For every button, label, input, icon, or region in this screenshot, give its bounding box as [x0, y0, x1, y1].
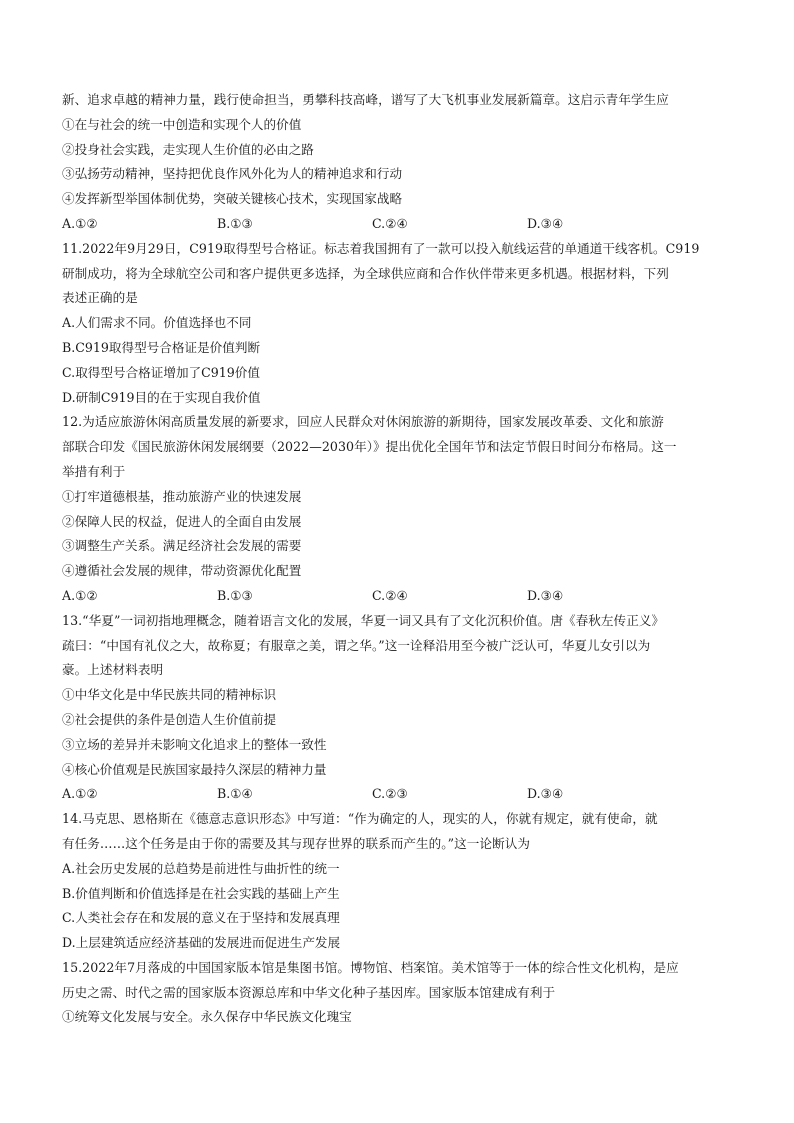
statement-2: ②投身社会实践，走实现人生价值的必由之路 [62, 141, 314, 157]
option-c: C.②④ [372, 215, 408, 231]
answer-options [62, 782, 742, 807]
question-stem-line: 部联合印发《国民旅游休闲发展纲要（2022—2030年）》提出优化全国年节和法定节假日时间分布格局。这一 [62, 439, 677, 455]
choice-c: C.人类社会存在和发展的意义在于坚持和发展真理 [62, 910, 340, 926]
option-c: C.②③ [372, 786, 408, 802]
answer-options [62, 584, 742, 609]
choice-a: A.社会历史发展的总趋势是前进性与曲折性的统一 [62, 860, 340, 876]
question-stem-line: 历史之需、时代之需的国家版本资源总库和中华文化种子基因库。国家版本馆建成有利于 [62, 984, 556, 1000]
choice-c: C.取得型号合格证增加了C919价值 [62, 364, 260, 380]
statement-4: ④发挥新型举国体制优势，突破关键核心技术，实现国家战略 [62, 191, 403, 207]
option-b: B.①③ [217, 215, 253, 231]
question-stem-line: 14.马克思、恩格斯在《德意志意识形态》中写道：“作为确定的人，现实的人，你就有规定，就有使命，就 [62, 811, 658, 827]
option-b: B.①④ [217, 786, 253, 802]
question-stem-line: 豪。上述材料表明 [62, 662, 164, 678]
choice-b: B.价值判断和价值选择是在社会实践的基础上产生 [62, 885, 340, 901]
question-13 [62, 609, 742, 807]
option-a: A.①② [62, 215, 98, 231]
statement-3: ③立场的差异并未影响文化追求上的整体一致性 [62, 736, 327, 752]
question-10-continuation [62, 88, 742, 237]
statement-4: ④核心价值观是民族国家最持久深层的精神力量 [62, 761, 327, 777]
option-d: D.③④ [527, 786, 564, 802]
question-stem-line: 新、追求卓越的精神力量，践行使命担当，勇攀科技高峰，谱写了大飞机事业发展新篇章。这启示青年学生应 [62, 92, 669, 107]
question-12 [62, 410, 742, 608]
statement-1: ①打牢道德根基，推动旅游产业的快速发展 [62, 488, 302, 504]
question-stem-line: 13.“华夏”一词初指地理概念，随着语言文化的发展，华夏一词又具有了文化沉积价值。唐《春秋左传正义》 [62, 612, 665, 628]
question-stem-line: 举措有利于 [62, 463, 126, 479]
choice-d: D.上层建筑适应经济基础的发展进而促进生产发展 [62, 935, 341, 951]
choice-b: B.C919取得型号合格证是价值判断 [62, 339, 261, 355]
statement-3: ③弘扬劳动精神，坚持把优良作风外化为人的精神追求和行动 [62, 166, 403, 182]
question-11 [62, 237, 742, 411]
exam-page [62, 88, 742, 1030]
option-b: B.①③ [217, 587, 253, 603]
option-a: A.①② [62, 786, 98, 802]
choice-a: A.人们需求不同。价值选择也不同 [62, 315, 252, 331]
statement-4: ④遵循社会发展的规律，带动资源优化配置 [62, 563, 302, 579]
question-stem-line: 12.为适应旅游休闲高质量发展的新要求，回应人民群众对休闲旅游的新期待，国家发展改革委、文化和旅游 [62, 414, 664, 430]
question-15 [62, 956, 742, 1030]
option-a: A.①② [62, 587, 98, 603]
option-d: D.③④ [527, 215, 564, 231]
statement-1: ①统筹文化发展与安全。永久保存中华民族文化瑰宝 [62, 1009, 352, 1025]
option-d: D.③④ [527, 587, 564, 603]
question-stem-line: 研制成功，将为全球航空公司和客户提供更多选择，为全球供应商和合作伙伴带来更多机遇。根据材料，下列 [62, 265, 669, 281]
question-stem-line: 有任务……这个任务是由于你的需要及其与现存世界的联系而产生的。”这一论断认为 [62, 835, 531, 851]
statement-1: ①中华文化是中华民族共同的精神标识 [62, 687, 277, 703]
question-stem-line: 表述正确的是 [62, 290, 138, 306]
question-stem-line: 疏曰：“中国有礼仪之大，故称夏；有服章之美，谓之华。”这一诠释沿用至今被广泛认可，华夏儿女引以为 [62, 637, 651, 653]
option-c: C.②④ [372, 587, 408, 603]
choice-d: D.研制C919目的在于实现自我价值 [62, 389, 261, 405]
answer-options [62, 212, 742, 237]
statement-2: ②保障人民的权益，促进人的全面自由发展 [62, 513, 302, 529]
statement-3: ③调整生产关系。满足经济社会发展的需要 [62, 538, 302, 554]
statement-1: ①在与社会的统一中创造和实现个人的价值 [62, 116, 302, 132]
question-stem-line: 15.2022年7月落成的中国国家版本馆是集图书馆。博物馆、档案馆。美术馆等于一体的综合性文化机构，是应 [62, 959, 679, 975]
question-stem-line: 11.2022年9月29日，C919取得型号合格证。标志着我国拥有了一款可以投入航线运营的单通道干线客机。C919 [62, 240, 700, 256]
statement-2: ②社会提供的条件是创造人生价值前提 [62, 711, 277, 727]
question-14 [62, 807, 742, 956]
